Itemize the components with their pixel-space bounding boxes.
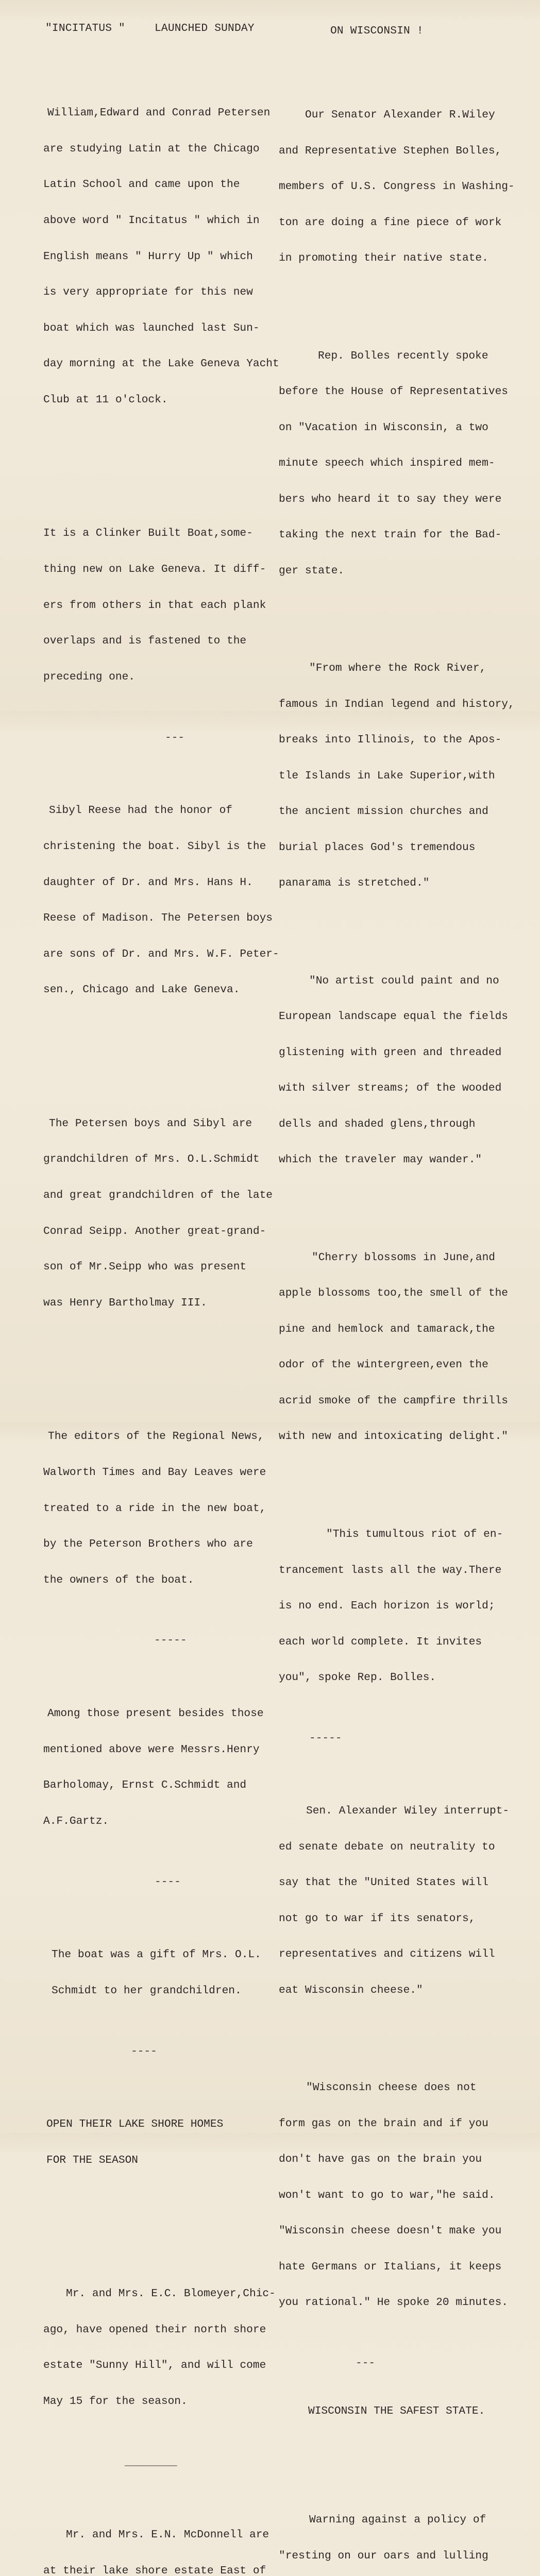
blank-line [43, 2215, 279, 2227]
text-line: "Cherry blossoms in June,and [312, 1251, 496, 1264]
text-line: acrid smoke of the campfire thrills [279, 1394, 509, 1407]
text-line: It is a Clinker Built Boat,some- [43, 527, 253, 540]
text-line: the owners of the boat. [43, 1573, 194, 1586]
text-line: form gas on the brain and if you [279, 2117, 488, 2130]
text-line: "Wisconsin cheese does not [306, 2081, 477, 2094]
text-line: representatives and citizens will [279, 1948, 495, 1961]
text-line: and great grandchildren of the late [43, 1189, 273, 1202]
text-line: eat Wisconsin cheese." [279, 1984, 423, 1996]
text-line: christening the boat. Sibyl is the [43, 840, 266, 853]
text-line: say that the "United States will [279, 1876, 488, 1889]
text-line: glistening with green and threaded [279, 1046, 502, 1059]
paragraph-petersen-boat [43, 83, 279, 431]
text-line: Conrad Seipp. Another great-grand- [43, 1225, 266, 1238]
text-line: mentioned above were Messrs.Henry [43, 1743, 260, 1756]
text-line: daughter of Dr. and Mrs. Hans H. [43, 876, 253, 889]
headline-launched: LAUNCHED SUNDAY [155, 22, 255, 35]
text-line: and Representative Stephen Bolles, [279, 144, 502, 157]
text-line: day morning at the Lake Geneva Yacht [43, 358, 279, 370]
text-line: preceding one. [43, 670, 136, 683]
text-line: breaks into Illinois, to the Apos- [279, 734, 502, 747]
paragraph-christening [43, 781, 279, 1021]
blank-line [43, 1359, 279, 1370]
paragraph-cheese-quote [279, 2058, 536, 2333]
paragraph-gift [43, 1925, 279, 2021]
text-line: May 15 for the season. [43, 2395, 188, 2408]
text-line: ed senate debate on neutrality to [279, 1840, 495, 1853]
text-line: Sen. Alexander Wiley interrupt- [306, 1805, 510, 1818]
text-line: Barholomay, Ernst C.Schmidt and [43, 1779, 247, 1792]
paragraph-bolles-speech [279, 326, 536, 602]
blank-line [43, 1045, 279, 1057]
text-line: "No artist could paint and no [309, 974, 499, 987]
paragraph-delegation [279, 85, 536, 289]
paragraph-blomeyer [43, 2264, 279, 2432]
text-line: Latin School and came upon the [43, 178, 240, 191]
text-line: members of U.S. Congress in Washing- [279, 180, 515, 193]
text-line: won't want to go to war,"he said. [279, 2189, 495, 2201]
text-line: at their lake shore estate East of [43, 2564, 266, 2576]
text-line: odor of the wintergreen,even the [279, 1359, 488, 1371]
separator: --- [356, 2357, 376, 2369]
text-line: don't have gas on the brain you [279, 2153, 482, 2166]
heading-line: OPEN THEIR LAKE SHORE HOMES [46, 2118, 224, 2131]
headline-wisconsin: ON WISCONSIN ! [330, 25, 424, 37]
text-line: ton are doing a fine piece of work [279, 216, 502, 229]
text-line: on "Vacation in Wisconsin, a two [279, 421, 488, 434]
text-line: The editors of the Regional News, [48, 1430, 264, 1443]
text-line: Among those present besides those [47, 1707, 264, 1720]
text-line: The boat was a gift of Mrs. O.L. [52, 1948, 261, 1961]
text-line: treated to a ride in the new boat, [43, 1502, 266, 1515]
text-line: Club at 11 o'clock. [43, 394, 168, 406]
paragraph-no-artist-quote [279, 951, 536, 1191]
text-line: with new and intoxicating delight." [279, 1430, 509, 1443]
text-line: thing new on Lake Geneva. It diff- [43, 563, 266, 576]
text-line: Mr. and Mrs. E.N. McDonnell are [66, 2529, 269, 2541]
section-heading-lake-shore-homes [43, 2094, 279, 2191]
paragraph-editors [43, 1406, 279, 1611]
text-line: famous in Indian legend and history, [279, 698, 515, 710]
paragraph-clinker-boat [43, 503, 279, 707]
text-line: are studying Latin at the Chicago [43, 142, 260, 155]
text-line: ger state. [279, 564, 345, 577]
text-line: European landscape equal the fields [279, 1010, 509, 1023]
text-line: dells and shaded glens,through [279, 1117, 476, 1130]
paragraph-safest-story [279, 2490, 536, 2576]
text-line: hate Germans or Italians, it keeps [279, 2260, 502, 2273]
paragraph-tumultous-quote [279, 1504, 536, 1708]
text-line: "resting on our oars and lulling [279, 2549, 488, 2562]
text-line: apple blossoms too,the smell of the [279, 1287, 509, 1300]
text-line: "Wisconsin cheese doesn't make you [279, 2225, 502, 2238]
text-line: William,Edward and Conrad Petersen [47, 107, 271, 119]
text-line: Rep. Bolles recently spoke [318, 349, 488, 362]
blank-line [279, 2442, 536, 2453]
separator: ----- [154, 1634, 187, 1647]
text-line: "From where the Rock River, [309, 662, 486, 675]
heading-line: FOR THE SEASON [46, 2154, 139, 2166]
text-line: is very appropriate for this new [43, 286, 253, 299]
paragraph-present [43, 1684, 279, 1852]
text-line: was Henry Bartholmay III. [43, 1296, 207, 1309]
text-line: bers who heard it to say they were [279, 493, 502, 505]
text-line: Sibyl Reese had the honor of [49, 804, 233, 817]
section-heading-safest-state: WISCONSIN THE SAFEST STATE. [308, 2405, 485, 2418]
text-line: trancement lasts all the way.There [279, 1564, 502, 1577]
text-line: the ancient mission churches and [279, 805, 488, 818]
text-line: minute speech which inspired mem- [279, 457, 495, 470]
text-line: grandchildren of Mrs. O.L.Schmidt [43, 1153, 260, 1166]
paragraph-rock-river-quote [279, 638, 536, 914]
text-line: Reese of Madison. The Petersen boys [43, 912, 273, 925]
text-line: A.F.Gartz. [43, 1815, 109, 1827]
text-line: ers from others in that each plank [43, 599, 266, 612]
text-line: by the Peterson Brothers who are [43, 1538, 253, 1551]
text-line: you rational." He spoke 20 minutes. [279, 2296, 509, 2309]
text-line: pine and hemlock and tamarack,the [279, 1323, 495, 1335]
text-line: above word " Incitatus " which in [43, 214, 260, 227]
left-column [43, 46, 279, 2576]
text-line: in promoting their native state. [279, 252, 488, 265]
paragraph-cherry-quote [279, 1228, 536, 1467]
text-line: burial places God's tremendous [279, 841, 476, 854]
text-line: Walworth Times and Bay Leaves were [43, 1466, 266, 1479]
paragraph-grandchildren [43, 1094, 279, 1334]
text-line: taking the next train for the Bad- [279, 529, 502, 541]
text-line: each world complete. It invites [279, 1635, 482, 1648]
text-line: with silver streams; of the wooded [279, 1082, 502, 1095]
text-line: The Petersen boys and Sibyl are [49, 1117, 252, 1130]
separator: --- [165, 731, 185, 744]
text-line: sen., Chicago and Lake Geneva. [43, 984, 240, 996]
paragraph-wiley-cheese [279, 1781, 536, 2021]
text-line: which the traveler may wander." [279, 1154, 482, 1166]
text-line: Warning against a policy of [309, 2514, 486, 2527]
text-line: is no end. Each horizon is world; [279, 1600, 495, 1613]
text-line: are sons of Dr. and Mrs. W.F. Peter- [43, 947, 279, 960]
separator: ----- [309, 1732, 342, 1744]
separator: ---- [131, 2045, 157, 2058]
text-line: estate "Sunny Hill", and will come [43, 2359, 266, 2372]
text-line: not go to war if its senators, [279, 1912, 476, 1925]
headline-incitatus: "INCITATUS " [45, 22, 125, 35]
text-line: son of Mr.Seipp who was present [43, 1261, 247, 1274]
text-line: Mr. and Mrs. E.C. Blomeyer,Chic- [66, 2287, 276, 2300]
text-line: ago, have opened their north shore [43, 2323, 266, 2336]
text-line: "This tumultous riot of en- [326, 1528, 503, 1540]
text-line: panarama is stretched." [279, 877, 430, 890]
blank-line [43, 455, 279, 467]
text-line: Schmidt to her grandchildren. [52, 1984, 242, 1997]
separator: ---- [155, 1875, 181, 1888]
text-line: overlaps and is fastened to the [43, 635, 247, 648]
right-column [279, 48, 536, 2576]
text-line: tle Islands in Lake Superior,with [279, 769, 495, 782]
separator: ________ [125, 2455, 177, 2468]
text-line: you", spoke Rep. Bolles. [279, 1671, 436, 1684]
text-line: English means " Hurry Up " which [43, 250, 253, 263]
text-line: before the House of Representatives [279, 385, 509, 398]
text-line: boat which was launched last Sun- [43, 321, 260, 334]
paragraph-mcdonnell [43, 2505, 279, 2576]
text-line: Our Senator Alexander R.Wiley [305, 109, 495, 121]
